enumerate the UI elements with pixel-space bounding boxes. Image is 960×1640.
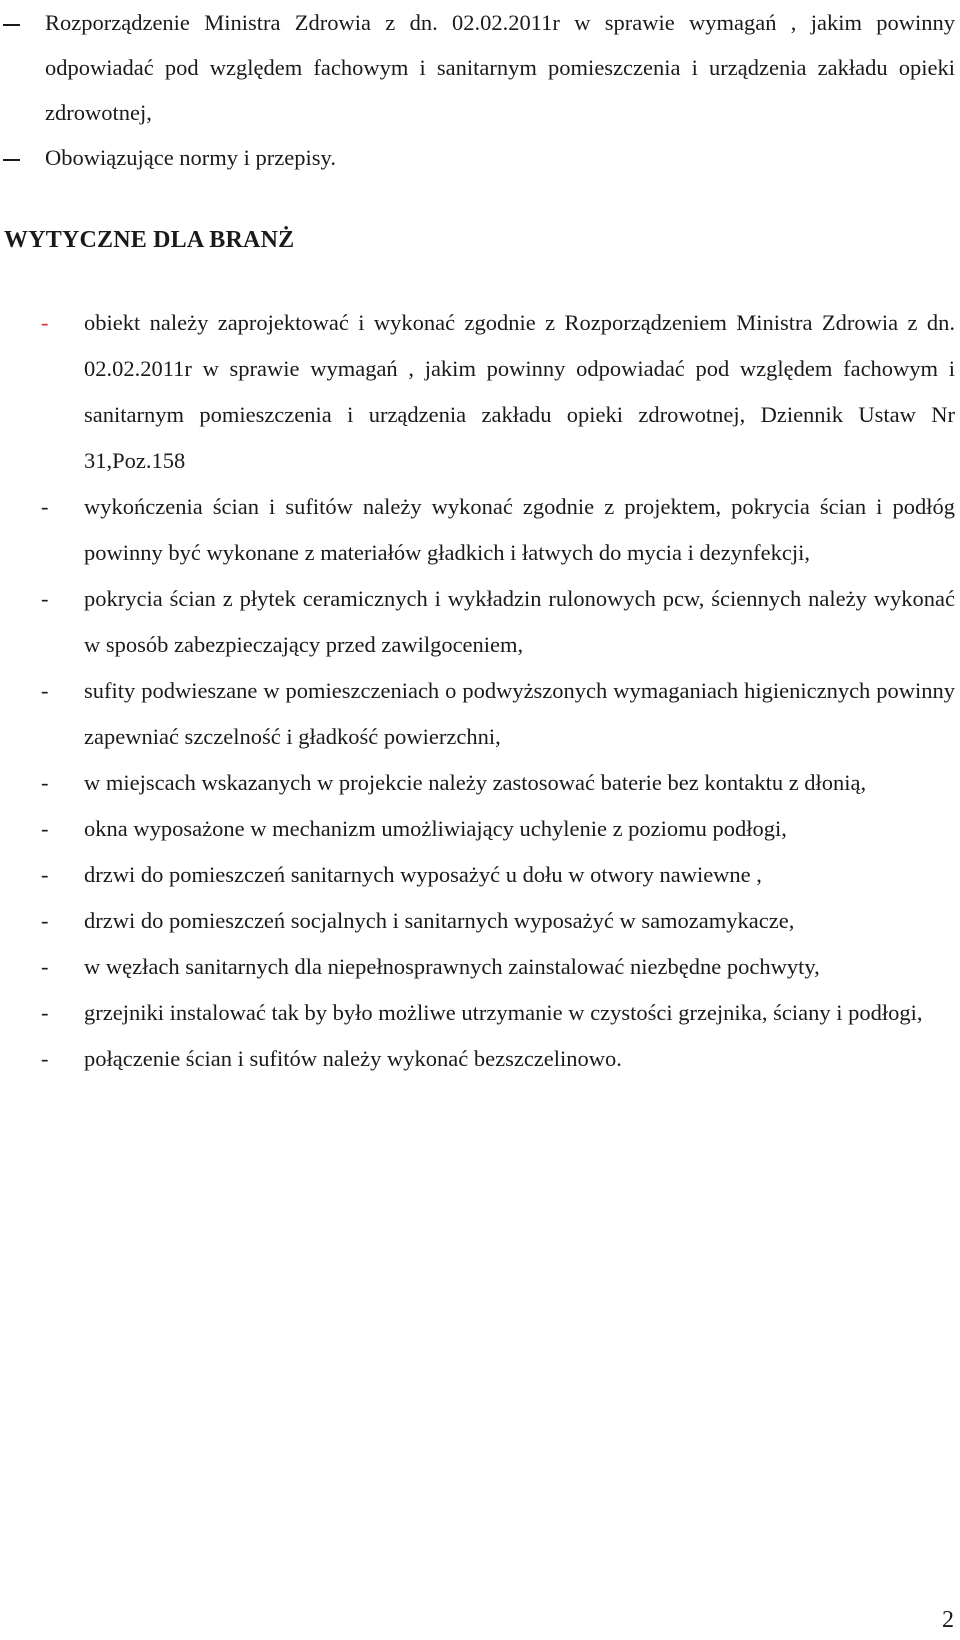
guideline-text: sufity podwieszane w pomieszczeniach o podwyższonych wymaganiach higienicznych powinny zapewniać szczelność i gładkość powierzchni, bbox=[84, 678, 955, 749]
guideline-item bbox=[0, 852, 955, 898]
guideline-text: wykończenia ścian i sufitów należy wykonać zgodnie z projektem, pokrycia ścian i podłóg powinny być wykonane z materiałów gładkich i łatwych do mycia i dezynfekcji, bbox=[84, 494, 955, 565]
reference-item bbox=[0, 0, 955, 135]
list-marker: - bbox=[41, 954, 49, 979]
guideline-item bbox=[0, 760, 955, 806]
guideline-text: połączenie ścian i sufitów należy wykonać bezszczelinowo. bbox=[84, 1046, 622, 1071]
guidelines-list bbox=[0, 300, 960, 1082]
list-marker: - bbox=[41, 1046, 49, 1071]
guideline-text: w węzłach sanitarnych dla niepełnosprawnych zainstalować niezbędne pochwyty, bbox=[84, 954, 820, 979]
guideline-text: obiekt należy zaprojektować i wykonać zgodnie z Rozporządzeniem Ministra Zdrowia z dn. 02.02.2011r w sprawie wymagań , jakim powinny odpowiadać pod względem fachowym i sanitarnym pomieszczenia i urządzenia zakładu opieki zdrowotnej, Dziennik Ustaw Nr 31,Poz.158 bbox=[84, 310, 955, 473]
section-heading: WYTYCZNE DLA BRANŻ bbox=[4, 227, 295, 253]
guideline-item bbox=[0, 806, 955, 852]
reference-item bbox=[0, 135, 955, 180]
list-marker: - bbox=[41, 908, 49, 933]
list-marker: - bbox=[41, 310, 49, 335]
guideline-item bbox=[0, 484, 955, 576]
list-marker: - bbox=[41, 862, 49, 887]
guideline-item bbox=[0, 990, 955, 1036]
guideline-item bbox=[0, 898, 955, 944]
list-marker: - bbox=[41, 586, 49, 611]
guideline-item bbox=[0, 300, 955, 484]
list-marker: - bbox=[41, 678, 49, 703]
guideline-text: w miejscach wskazanych w projekcie należy zastosować baterie bez kontaktu z dłonią, bbox=[84, 770, 867, 795]
list-marker: - bbox=[41, 770, 49, 795]
guideline-item bbox=[0, 668, 955, 760]
list-marker: - bbox=[41, 1000, 49, 1025]
guideline-text: okna wyposażone w mechanizm umożliwiający uchylenie z poziomu podłogi, bbox=[84, 816, 787, 841]
guideline-item bbox=[0, 576, 955, 668]
guideline-item bbox=[0, 1036, 955, 1082]
guideline-text: pokrycia ścian z płytek ceramicznych i wykładzin rulonowych pcw, ściennych należy wykonać w sposób zabezpieczający przed zawilgoceniem, bbox=[84, 586, 955, 657]
list-marker: - bbox=[41, 494, 49, 519]
reference-text: Rozporządzenie Ministra Zdrowia z dn. 02.02.2011r w sprawie wymagań , jakim powinny odpowiadać pod względem fachowym i sanitarnym pomieszczenia i urządzenia zakładu opieki zdrowotnej, bbox=[45, 10, 955, 125]
page-number: 2 bbox=[942, 1607, 954, 1633]
list-marker: - bbox=[41, 816, 49, 841]
guideline-text: drzwi do pomieszczeń socjalnych i sanitarnych wyposażyć w samozamykacze, bbox=[84, 908, 795, 933]
guideline-text: drzwi do pomieszczeń sanitarnych wyposażyć u dołu w otwory nawiewne , bbox=[84, 862, 762, 887]
reference-text: Obowiązujące normy i przepisy. bbox=[45, 145, 336, 170]
guideline-item bbox=[0, 944, 955, 990]
reference-list bbox=[0, 0, 960, 180]
guideline-text: grzejniki instalować tak by było możliwe utrzymanie w czystości grzejnika, ściany i podłogi, bbox=[84, 1000, 923, 1025]
